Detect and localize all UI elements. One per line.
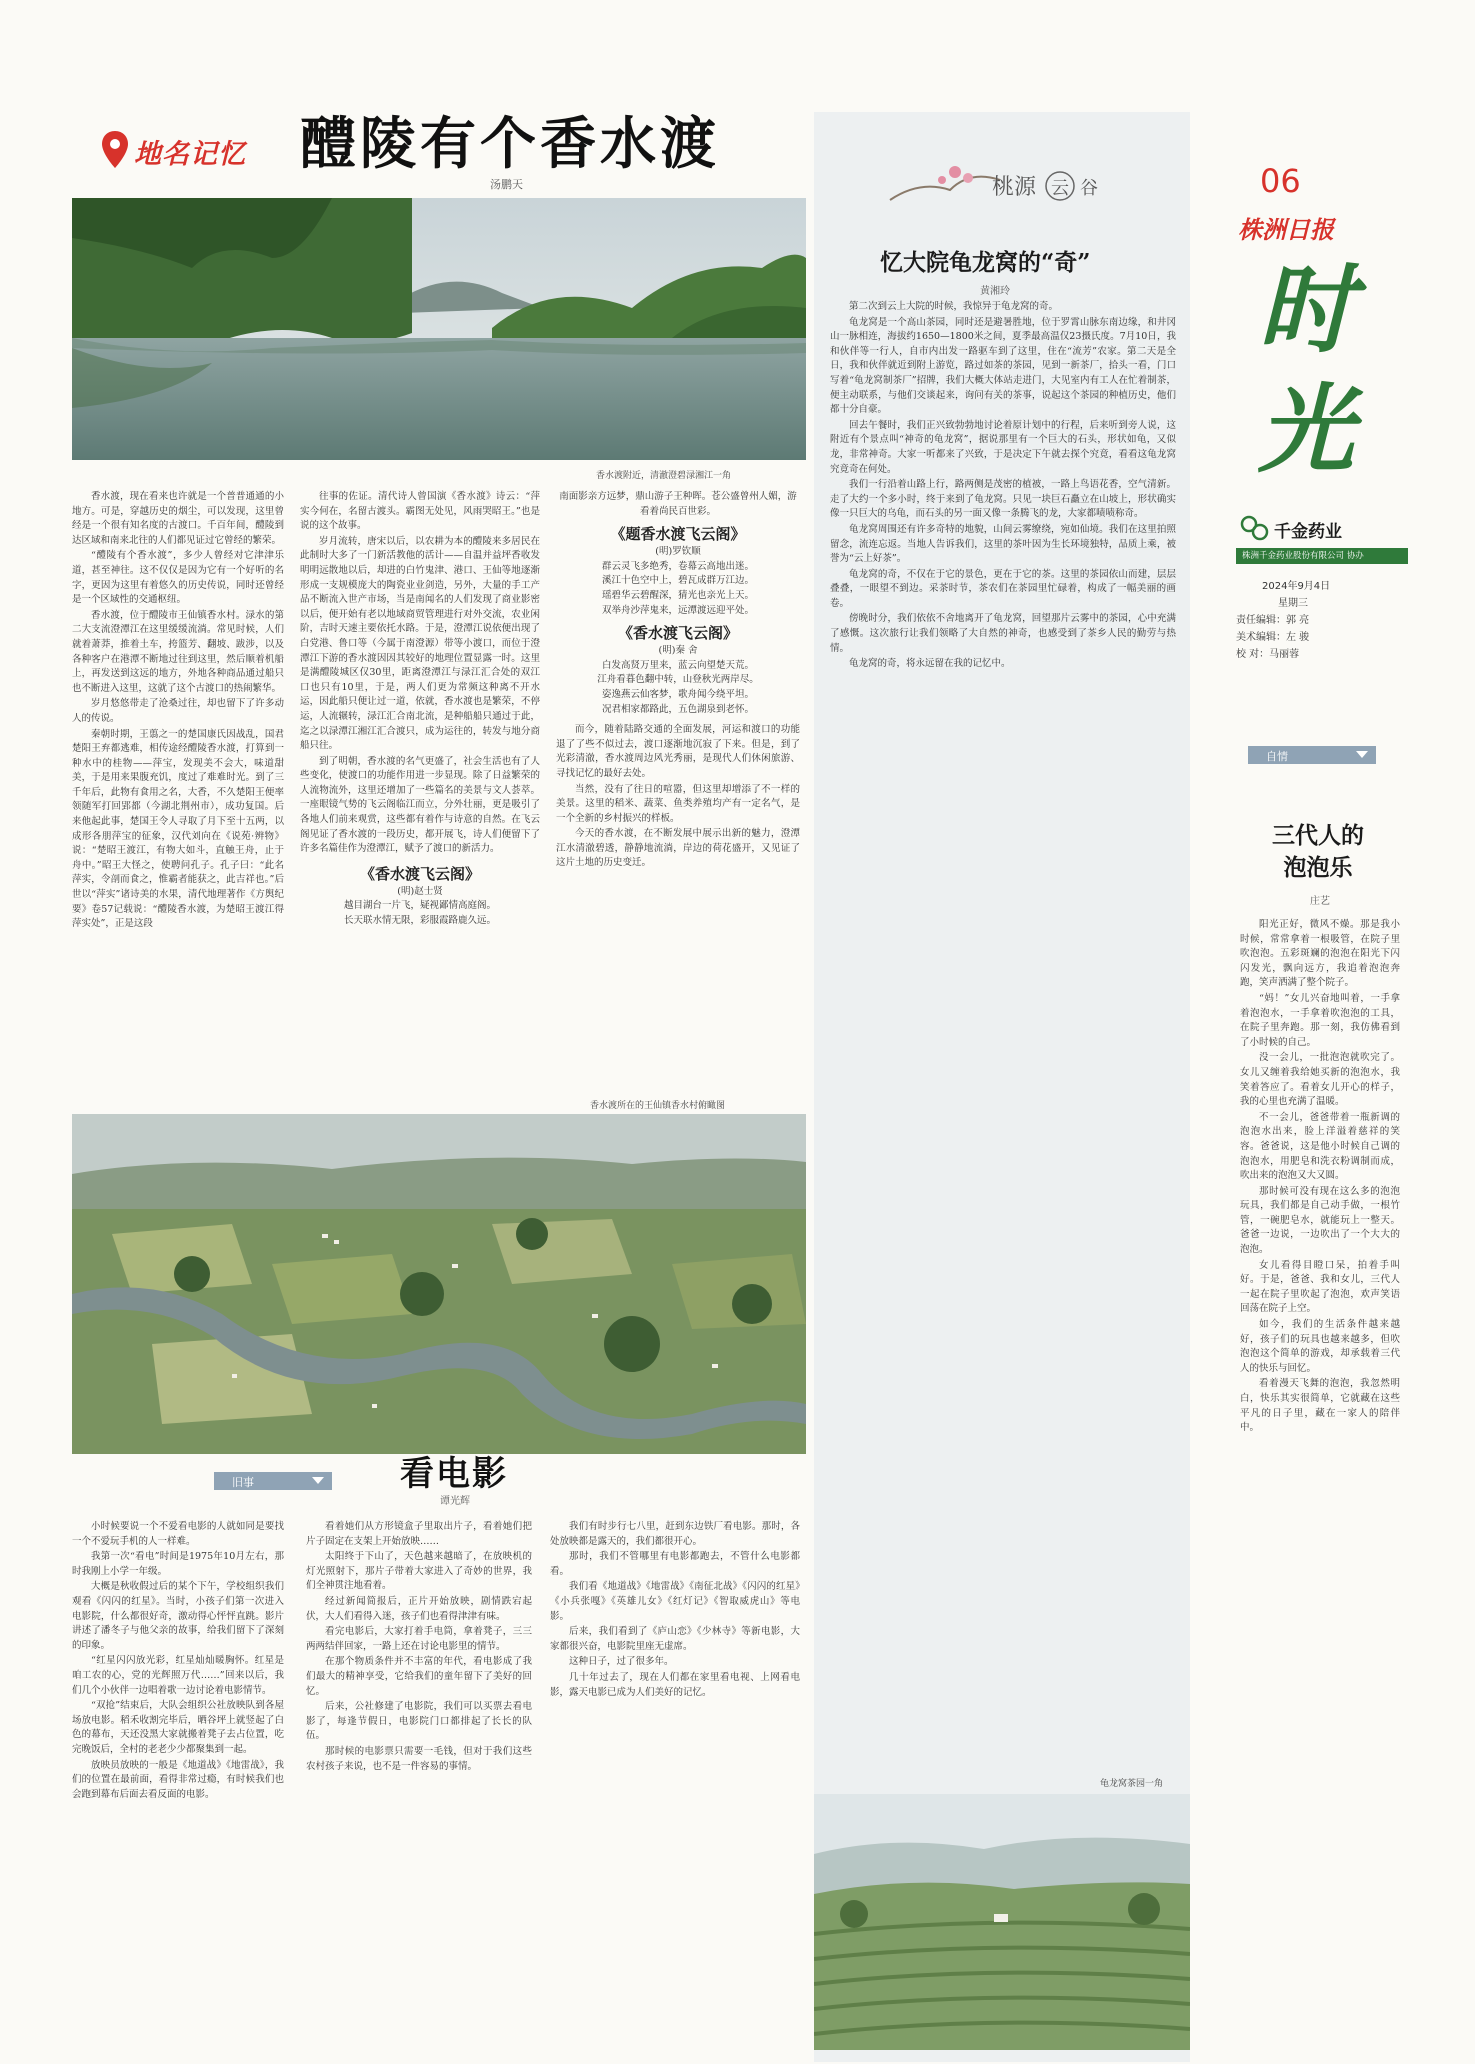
aerial-village-photo — [72, 1114, 806, 1454]
proofreader: 校 对：马丽蓉 — [1236, 649, 1300, 660]
article-4-title: 三代人的 泡泡乐 — [1272, 822, 1364, 881]
newspaper-name: 株洲日报 — [1238, 215, 1334, 244]
article-3-body: 第二次到云上大院的时候，我惊异于龟龙窝的奇。 龟龙窝是一个高山茶园，同时还是避暑胜地，位于罗霄山脉东南边缘，和井冈山一脉相连，海拔约1650—1800米之间，夏季最高温仅23摄氏度。7月10日，我和伙伴等一行人，自市内出发一路驱车到了这里，住在“流芳”农家。第二天是全日，我和伙伴就近到附上游览，路过如茶的茶园，见到一新茶厂，拾头一看，门口写着“龟龙窝制茶厂”招牌，我们大概大体站走进门，大见室内有工人在忙着制茶，便主动联系，与他们交谈起来，询问有关的茶事，说起这个茶园的种植历史，他们都十分自豪。 回去午餐时，我们正兴致勃勃地讨论着原计划中的行程，后来听到旁人说，这附近有个景点叫“神奇的龟龙窝”，据说那里有一个巨大的石头，形状如龟，又似龙，非常神奇。大家一听都来了兴致，于是决定下午就去探个究竟，看看这龟龙窝究竟奇在何处。 我们一行沿着山路上行，路两侧是茂密的植被，一路上鸟语花香，空气清新。走了大约一个多小时，终于来到了龟龙窝。只见一块巨石矗立在山坡上，形状确实像一只巨大的乌龟，而石头的另一面又像一条腾飞的龙，大家都啧啧称奇。 龟龙窝周围还有许多奇特的地貌，山间云雾缭绕，宛如仙境。我们在这里拍照留念，流连忘返。当地人告诉我们，这里的茶叶因为生长环境独特，品质上乘，被誉为“云上好茶”。 龟龙窝的奇，不仅在于它的景色，更在于它的茶。这里的茶园依山而建，层层叠叠，一眼望不到边。采茶时节，茶农们在茶园里忙碌着，构成了一幅美丽的画卷。 傍晚时分，我们依依不舍地离开了龟龙窝，回望那片云雾中的茶园，心中充满了感慨。这次旅行让我们领略了大自然的神奇，也感受到了茶乡人民的勤劳与热情。 龟龙窝的奇，将永远留在我的记忆中。 — [830, 301, 1176, 670]
article-2-author: 谭光辉 — [440, 1496, 470, 1507]
article-4-tag: 自情 — [1248, 746, 1376, 764]
sponsor-icon — [1240, 515, 1270, 541]
section-title: 时光 — [1258, 253, 1354, 486]
article-4-author: 庄艺 — [1310, 896, 1330, 907]
location-pin-icon — [100, 130, 130, 170]
article-2-column-1: 小时候要说一个不爱看电影的人就如同是要找一个不爱玩手机的人一样难。 我第一次“看电”时间是1975年10月左右，那时我刚上小学一年级。 大概是秋收假过后的某个下午，学校组织我们观看《闪闪的红星》。当时，小孩子们第一次进入电影院，什么都很好奇，激动得心怦怦直跳。影片讲述了潘冬子与他父亲的故事，给我们留下了深刻的印象。 “红星闪闪放光彩，红星灿灿暖胸怀。红星是咱工农的心，党的光辉照万代……”回来以后，我们几个小伙伴一边唱着歌一边讨论着电影情节。 “双抢”结束后，大队会组织公社放映队到各屋场放电影。稻禾收割完毕后，晒谷坪上就竖起了白色的幕布，天还没黑大家就搬着凳子去占位置，吃完晚饭后，全村的老老少少都聚集到一起。 放映员放映的一般是《地道战》《地雷战》，我们的位置在最前面，看得非常过瘾，有时候我们也会跑到幕布后面去看反面的电影。 — [72, 1521, 284, 1800]
issue-info — [1236, 578, 1330, 663]
article-2-title: 看电影 — [400, 1454, 508, 1494]
column-badge — [100, 128, 270, 172]
article-3-author: 黄湘玲 — [980, 286, 1010, 297]
poem-1: 《题香水渡飞云阁》 (明)罗钦顺 群云灵飞多绝秀，卷幕云高地出迷。 溪江十色空中上，碧瓦成群万江边。 瑶碧华云碧醒深，猜光也亲光上天。 双举舟沙萍鬼来，远潭渡远迎平处。 — [601, 525, 754, 616]
sponsor-logo: 千金药业 — [1240, 515, 1410, 541]
river-photo — [72, 198, 806, 460]
panel-logo — [880, 150, 1130, 210]
article-2-tag: 旧事 — [214, 1472, 332, 1490]
article-2-column-2: 看着她们从方形镜盒子里取出片子，看着她们把片子固定在支架上开始放映…… 太阳终于下山了，天色越来越暗了，在放映机的灯光照射下，那片子带着大家进入了奇妙的世界，我们全神贯注地看着。 经过新闻简报后，正片开始放映，剧情跌宕起伏，大人们看得入迷，孩子们也看得津津有味。 看完电影后，大家打着手电筒，拿着凳子，三三两两结伴回家，一路上还在讨论电影里的情节。 在那个物质条件并不丰富的年代，看电影成了我们最大的精神享受，它给我们的童年留下了美好的回忆。 后来，公社修建了电影院，我们可以买票去看电影了，每逢节假日，电影院门口都排起了长长的队伍。 那时候的电影票只需要一毛钱，但对于我们这些农村孩子来说，也不是一件容易的事情。 — [306, 1521, 532, 1772]
issue-weekday: 星期三 — [1278, 598, 1308, 609]
aerial-photo-caption: 香水渡所在的王仙镇香水村俯瞰图 — [590, 1101, 726, 1111]
article-1-column-1: 香水渡，现在看来也许就是一个普普通通的小地方。可是，穿越历史的烟尘，可以发现，这里曾经是一个很有知名度的古渡口。千百年间，醴陵到达区域和南来北往的人们都见证过它曾经的繁荣。 “醴陵有个香水渡”，多少人曾经对它津津乐道，甚至神往。这不仅仅是因为它有一个好听的名字，更因为这里有着悠久的历史传说，同时还曾经是一个区域性的交通枢纽。 香水渡，位于醴陵市王仙镇香水村。渌水的第二大支流澄潭江在这里缓缓流淌。常见时候，人们就着萧莽，推着土车，挎篮芳、翻坡、跋涉，以及各种客户在港潭不断地过往到这里，然后顺着机船上，再发送到这远的地方，外地各种商品通过船只也不断进入这里，这就了这个古渡口的热闹繁华。 岁月悠悠带走了沧桑过往，却也留下了许多动人的传说。 秦朝时期，王翦之一的楚国康氏因战乱，国君楚阳王弃都逃难，相传途经醴陵香水渡，打算到一种水中的桂物——萍宝，发现美不会大，味道甜美，于是用来果腹充饥，度过了难难时光。到了三千年后，此物有食用之名，大香，不久楚阳王便率领随军打回郢都（今湖北荆州市），成功复国。后来他起此事，楚国王令人寻取了月下至十五两，以成形各朋萍宝的征象，汉代刘向在《说苑·辨物》说：“楚昭王渡江，有物大如斗，直触王舟，止于舟中。”昭王大怪之，使聘问孔子。孔子曰：“此名萍实，令剖而食之，惟霸者能获之，此吉祥也。”后世以“萍实”诸诗美的水果，清代地理著作《方舆纪要》卷57记载说：“醴陵香水渡，为楚昭王渡江得萍实处”，正是这段 — [72, 491, 284, 930]
svg-text:谷: 谷 — [1080, 178, 1098, 199]
article-4-body: 阳光正好，微风不燥。那是我小时候，常常拿着一根吸管，在院子里吹泡泡。五彩斑斓的泡泡在阳光下闪闪发光，飘向远方，我追着泡泡奔跑，笑声洒满了整个院子。 “妈！”女儿兴奋地叫着，一手拿着泡泡水，一手拿着吹泡泡的工具，在院子里奔跑。那一刻，我仿佛看到了小时候的自己。 没一会儿，一批泡泡就吹完了。女儿又缠着我给她买新的泡泡水，我笑着答应了。看着女儿开心的样子，我的心里也充满了温暖。 不一会儿，爸爸带着一瓶新调的泡泡水出来，脸上洋溢着慈祥的笑容。爸爸说，这是他小时候自己调的泡泡水，用肥皂和洗衣粉调制而成，吹出来的泡泡又大又圆。 那时候可没有现在这么多的泡泡玩具，我们都是自己动手做，一根竹管，一碗肥皂水，就能玩上一整天。爸爸一边说，一边吹出了一个大大的泡泡。 女儿看得目瞪口呆，拍着手叫好。于是，爸爸、我和女儿，三代人一起在院子里吹起了泡泡，欢声笑语回荡在院子上空。 如今，我们的生活条件越来越好，孩子们的玩具也越来越多，但吹泡泡这个简单的游戏，却承载着三代人的快乐与回忆。 看着漫天飞舞的泡泡，我忽然明白，快乐其实很简单，它就藏在这些平凡的日子里，藏在一家人的陪伴中。 — [1240, 919, 1400, 1434]
svg-text:云: 云 — [1051, 178, 1069, 199]
peach-branch-icon — [880, 150, 1130, 210]
tea-photo-caption: 龟龙窝茶园一角 — [1100, 1779, 1164, 1789]
sponsor-line: 株洲千金药业股份有限公司 协办 — [1236, 548, 1408, 564]
art-editor: 美术编辑：左 骏 — [1236, 632, 1310, 643]
poem-2: 《香水渡飞云阁》 (明)秦 舍 白发高贤万里来，蓝云向望楚天荒。 江舟看暮色翻中转，山登秋光两岸尽。 姿逸燕云仙客梦，歌舟闻今绕平坦。 况君相家都路此，五色湖泉到老怀。 — [597, 624, 759, 715]
column-badge-text: 地名记忆 — [134, 139, 246, 170]
article-1-author: 汤鹏天 — [490, 178, 523, 191]
article-1-title: 醴陵有个香水渡 — [300, 111, 720, 177]
tea-garden-photo — [814, 1794, 1190, 2050]
page-number: 06 — [1260, 162, 1301, 200]
issue-date: 2024年9月4日 — [1262, 581, 1331, 592]
article-3-title: 忆大院龟龙窝的“奇” — [880, 249, 1091, 276]
river-photo-caption: 香水渡附近，清澈澄碧渌湘江一角 — [596, 471, 732, 481]
article-1-column-3: 南面影亲方远梦，鼎山游子王种晖。苍公盛曾州人媚，游看着尚民百世彩。 《题香水渡飞云阁》 (明)罗钦顺 群云灵飞多绝秀，卷幕云高地出迷。 溪江十色空中上，碧瓦成群万江边。 瑶碧华云碧醒深，猜光也亲光上天。 双举舟沙萍鬼来，远潭渡远迎平处。 《香水渡飞云阁》 (明)秦 舍 白发高贤万里来，蓝云向望楚天荒。 江舟看暮色翻中转，山登秋光两岸尽。 姿逸燕云仙客梦，歌舟闻今绕平坦。 况君相家都路此，五色湖泉到老怀。 而今，随着陆路交通的全面发展，河运和渡口的功能退了了些不似过去，渡口逐渐地沉寂了下来。但是，到了光彩清澈，香水渡周边风光秀丽，是现代人们休闲旅游、寻找记忆的最好去处。 当然，没有了往日的喧嚣，但这里却增添了不一样的美景。这里的稻米、蔬菜、鱼类养殖均产有一定名气，是一个全新的乡村振兴的样板。 今天的香水渡，在不断发展中展示出新的魅力，澄潭江水清澈碧透，静静地流淌，岸边的荷花盛开，又见证了这片土地的历史变迁。 — [556, 491, 800, 869]
article-1-column-2: 往事的佐证。清代诗人曾国演《香水渡》诗云：“萍实今何在，名留古渡头。霸图无处见，风雨哭昭王。”也是说的这个故事。 岁月流转，唐宋以后，以农耕为本的醴陵来多居民在此制时大多了一门新活教他的活计——自温并益坪香收发明明远散地以后，却进的白竹鬼津、港口、王仙等地逐渐形成一支规模庞大的陶瓷业业剑造，另外，大量的手工产品不断流入世产市场，当是南闻名的人们发现了商业影密以后，便开始有老以地域商贸管理进行对外交流，农业闲阶，吉时天速主要依托水路。于是，澄潭江说依便出现了白党港、鲁口等（今属于南澄源）带等小渡口，而位于澄潭江下游的香水渡因因其较好的地理位置显露一时。这里是满醴陵城区仅30里，距离澄潭江与渌江汇合处的双江口也只有10里，于是，两人们更为常频这种离不开水运，因此船只便让过一道，依就，香水渡也是繁荣，不停运，人流辗转，渌江汇合南北流，是种船船只通过于此，迄之以渌潭江湘江汇合渡只，成为运往的，转发与地分商船只往。 到了明朝，香水渡的名气更盛了，社会生活也有了人些变化，使渡口的功能作用进一步显现。除了日益繁荣的人流物流外，这里还增加了一些篇名的美景与文人荟萃。一座眼镜气势的飞云阁临江而立，分外壮丽，更是吸引了各地人们前来观赏，这些都有着作与诗意的自然。在飞云阁见证了香水渡的一段历史，都开展飞，诗人们便留下了许多名篇佳作为澄潭江，赋予了渡口的新活力。 《香水渡飞云阁》 (明)赵士贤 越目湖台一片飞，疑视鄙情高庭阁。 长天联水情无限，彩服霞路鹿久远。 — [300, 490, 540, 1260]
article-2-column-3: 我们有时步行七八里，赶到东边铁厂看电影。那时，各处放映都是露天的，我们都很开心。 那时，我们不管哪里有电影都跑去，不管什么电影都看。 我们看《地道战》《地雷战》《南征北战》《闪闪的红星》《小兵张嘎》《英雄儿女》《红灯记》《智取威虎山》等电影。 后来，我们看到了《庐山恋》《少林寺》等新电影，大家都很兴奋，电影院里座无虚席。 这种日子，过了很多年。 几十年过去了，现在人们都在家里看电视、上网看电影，露天电影已成为人们美好的记忆。 — [550, 1521, 800, 1698]
poem-3: 《香水渡飞云阁》 (明)赵士贤 越目湖台一片飞，疑视鄙情高庭阁。 长天联水情无限，彩服霞路鹿久远。 — [343, 864, 496, 927]
svg-text:桃源: 桃源 — [992, 175, 1037, 200]
editor: 责任编辑：郭 亮 — [1236, 615, 1310, 626]
